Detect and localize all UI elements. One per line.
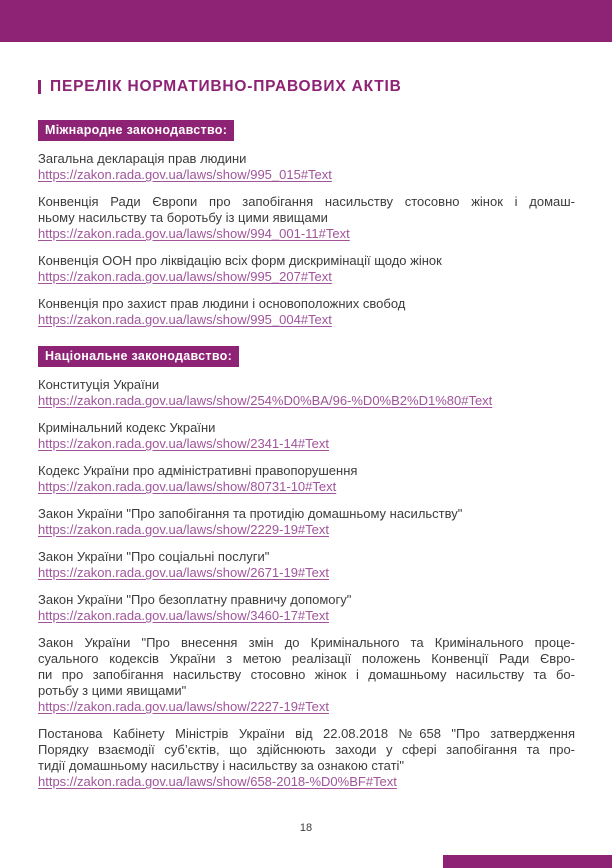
sections [38,120,575,790]
law-link[interactable]: https://zakon.rada.gov.ua/laws/show/2671-19#Text [38,565,329,580]
legal-act-item [38,194,575,242]
law-link[interactable]: https://zakon.rada.gov.ua/laws/show/2341-14#Text [38,436,329,451]
bottom-accent-bar [443,855,612,868]
legal-act-title-line: Загальна декларація прав людини [38,151,247,166]
legal-act-title-line: Закон України "Про безоплатну правничу допомогу" [38,592,352,607]
legal-act-title-line: Порядку взаємодії суб’єктів, що здійснюють заходи у сфері запобігання та про- [38,742,575,757]
law-link[interactable]: https://zakon.rada.gov.ua/laws/show/995_015#Text [38,167,332,182]
law-link[interactable]: https://zakon.rada.gov.ua/laws/show/254%D0%BA/96-%D0%B2%D1%80#Text [38,393,493,408]
legal-act-title-line: пи про запобігання насильству стосовно жінок і домашньому насильству та бо- [38,667,575,682]
legal-act-title-line: Конституція України [38,377,160,392]
law-link[interactable]: https://zakon.rada.gov.ua/laws/show/3460-17#Text [38,608,329,623]
legal-act-title-line: Кримінальний кодекс України [38,420,216,435]
legal-act-title-line: Кодекс України про адміністративні правопорушення [38,463,358,478]
legislation-section [38,346,575,790]
legal-act-title-line: Закон України "Про внесення змін до Кримінального та Кримінального проце- [38,635,575,650]
legal-act-item [38,253,575,285]
law-link[interactable]: https://zakon.rada.gov.ua/laws/show/2227-19#Text [38,699,329,714]
page-title: ПЕРЕЛІК НОРМАТИВНО-ПРАВОВИХ АКТІВ [50,78,402,95]
legal-act-title-line: Конвенція ООН про ліквідацію всіх форм дискримінації щодо жінок [38,253,442,268]
legal-act-item [38,549,575,581]
legal-act-item [38,463,575,495]
law-link[interactable]: https://zakon.rada.gov.ua/laws/show/995_207#Text [38,269,332,284]
legal-act-title-line: ротьбу з цими явищами" [38,683,187,698]
legal-act-title-line: Закон України "Про соціальні послуги" [38,549,270,564]
law-link[interactable]: https://zakon.rada.gov.ua/laws/show/994_001-11#Text [38,226,350,241]
legal-act-item [38,377,575,409]
page-content [0,42,612,801]
legal-act-item [38,296,575,328]
legal-act-title-line: ньому насильству та боротьбу із цими явищами [38,210,328,225]
legal-act-item [38,592,575,624]
legal-act-item [38,506,575,538]
section-header-chip: Національне законодавство: [38,346,239,367]
legal-act-title-line: Постанова Кабінету Міністрів України від 22.08.2018 №658 "Про затвердження [38,726,575,741]
top-accent-bar [0,0,612,42]
legal-act-title-line: тидії домашньому насильству і насильству за ознакою статі" [38,758,405,773]
legal-act-title-line: Закон України "Про запобігання та протидію домашньому насильству" [38,506,463,521]
legal-act-title-line: Конвенція Ради Європи про запобігання насильству стосовно жінок і домаш- [38,194,575,209]
legal-act-item [38,151,575,183]
page-number: 18 [299,822,313,834]
legal-act-title-line: суального кодексів України з метою реалізації положень Конвенції Ради Євро- [38,651,575,666]
law-link[interactable]: https://zakon.rada.gov.ua/laws/show/658-2018-%D0%BF#Text [38,774,397,789]
legislation-section [38,120,575,328]
legal-act-item [38,726,575,790]
law-link[interactable]: https://zakon.rada.gov.ua/laws/show/2229-19#Text [38,522,329,537]
law-link[interactable]: https://zakon.rada.gov.ua/laws/show/995_004#Text [38,312,332,327]
page-title-row [38,78,575,96]
legal-act-title-line: Конвенція про захист прав людини і основоположних свобод [38,296,406,311]
law-link[interactable]: https://zakon.rada.gov.ua/laws/show/80731-10#Text [38,479,337,494]
title-tick-bar [38,80,41,94]
section-header-chip: Міжнародне законодавство: [38,120,234,141]
legal-act-item [38,635,575,715]
legal-act-item [38,420,575,452]
